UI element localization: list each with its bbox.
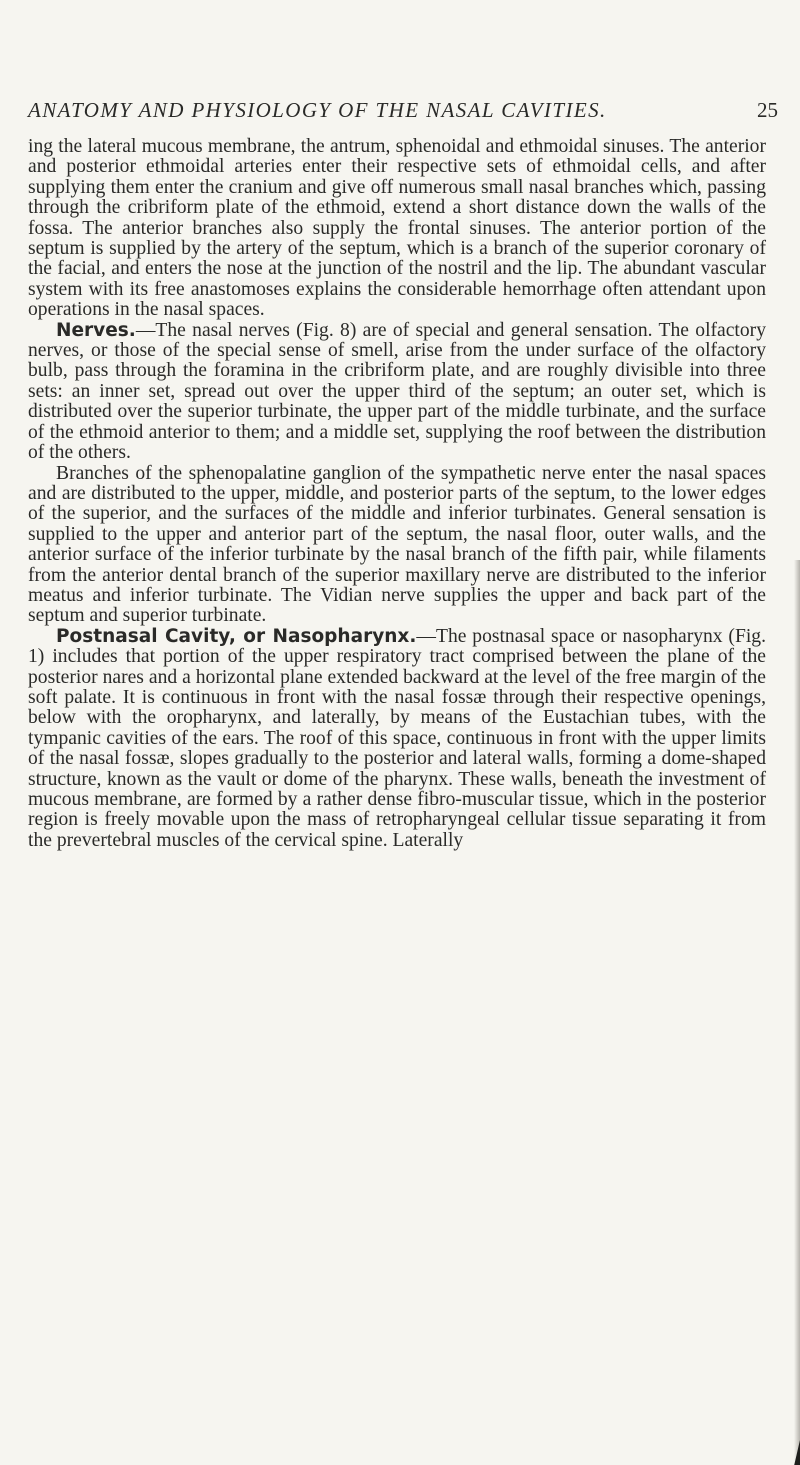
section-heading-nasopharynx: Postnasal Cavity, or Nasopharynx. (56, 625, 417, 647)
page-header (28, 98, 798, 128)
page-corner-mark (794, 1440, 800, 1465)
paragraph-nasopharynx (28, 627, 766, 851)
paragraph-sphenopalatine (28, 464, 766, 627)
paragraph-nerves (28, 321, 766, 464)
paragraph-text: —The postnasal space or nasopharynx (Fig. 1) includes that portion of the upper respiratory tract comprised between the plane of the posterior nares and a horizontal plane extended backward at the level of the free margin of the soft palate. It is continuous in front with the nasal fossæ through their respective openings, below with the oropharynx, and laterally, by means of the Eustachian tubes, with the tympanic cavities of the ears. The roof of this space, continuous in front with the upper limits of the nasal fossæ, slopes gradually to the posterior and lateral walls, forming a dome-shaped structure, known as the vault or dome of the pharynx. These walls, beneath the investment of mucous membrane, are formed by a rather dense fibro-muscular tissue, which in the posterior region is freely movable upon the mass of retropharyngeal cellular tissue separating it from the prevertebral muscles of the cervical spine. Laterally (28, 625, 766, 851)
paragraph-arteries (28, 137, 766, 321)
body-text (28, 137, 766, 851)
page-edge-shadow (794, 560, 800, 1465)
section-heading-nerves: Nerves. (56, 319, 136, 341)
paragraph-text: ing the lateral mucous membrane, the antrum, sphenoidal and ethmoidal sinuses. The anterior and posterior ethmoidal arteries enter their respective sets of ethmoidal cells, and after supplying them enter the cranium and give off numerous small nasal branches which, passing through the cribriform plate of the ethmoid, extend a short distance down the walls of the fossa. The anterior branches also supply the frontal sinuses. The anterior portion of the septum is supplied by the artery of the septum, which is a branch of the superior coronary of the facial, and enters the nose at the junction of the nostril and the lip. The abundant vascular system with its free anastomoses explains the considerable hemorrhage often attendant upon operations in the nasal spaces. (28, 136, 766, 321)
running-head: ANATOMY AND PHYSIOLOGY OF THE NASAL CAVITIES. (28, 98, 607, 122)
paragraph-text: Branches of the sphenopalatine ganglion of the sympathetic nerve enter the nasal spaces and are distributed to the upper, middle, and posterior parts of the septum, to the lower edges of the superior, and the surfaces of the middle and inferior turbinates. General sensation is supplied to the upper and anterior part of the septum, the nasal floor, outer walls, and the anterior surface of the inferior turbinate by the nasal branch of the fifth pair, while filaments from the anterior dental branch of the superior maxillary nerve are distributed to the inferior meatus and inferior turbinate. The Vidian nerve supplies the upper and back part of the septum and superior turbinate. (28, 462, 766, 627)
paragraph-text: —The nasal nerves (Fig. 8) are of special and general sensation. The olfactory nerves, or those of the special sense of smell, arise from the under surface of the olfactory bulb, pass through the foramina in the cribriform plate, and are roughly divisible into three sets: an inner set, spread out over the upper third of the septum; an outer set, which is distributed over the superior turbinate, the upper part of the middle turbinate, and the surface of the ethmoid anterior to them; and a middle set, supplying the roof between the distribution of the others. (28, 319, 766, 464)
page-number: 25 (757, 98, 778, 122)
